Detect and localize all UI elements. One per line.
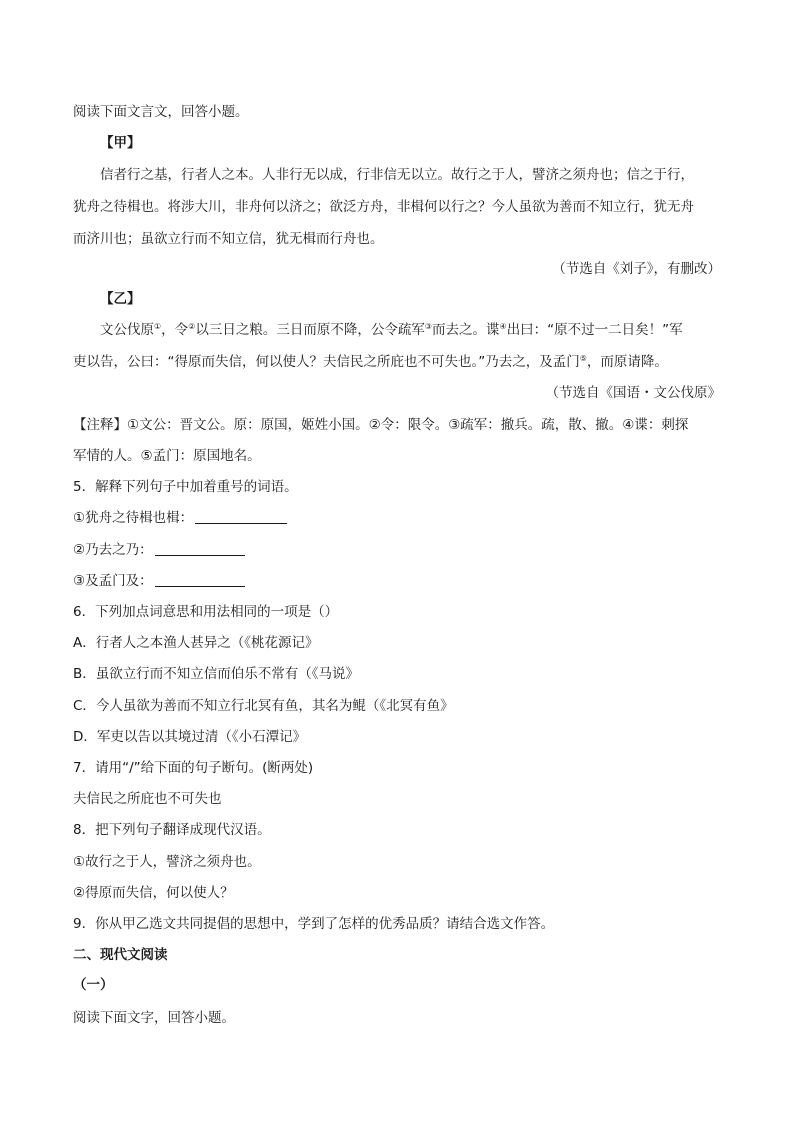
footnote-mark-2: ② <box>188 322 196 331</box>
answer-blank[interactable] <box>155 541 245 556</box>
reading-intro: 阅读下面文言文，回答小题。 <box>73 104 249 120</box>
yi-paragraph-line-1: 文公伐原①，令②以三日之粮。三日而原不降，公令疏军③而去之。谍④出曰：“原不过一二日矣！”军 <box>100 322 683 338</box>
question-9-stem: 9．你从甲乙选文共同提倡的思想中，学到了怎样的优秀品质？请结合选文作答。 <box>73 916 555 932</box>
jia-paragraph-line-3: 而济川也；虽欲立行而不知立信，犹无楫而行舟也。 <box>73 231 384 247</box>
question-8-item-1: ①故行之于人，譬济之须舟也。 <box>73 854 261 870</box>
footnote-mark-4: ④ <box>499 322 507 331</box>
section-2-intro: 阅读下面文字，回答小题。 <box>73 1010 235 1026</box>
question-7-sentence: 夫信民之所庇也不可失也 <box>73 791 222 807</box>
question-8-item-2: ②得原而失信，何以使人？ <box>73 885 234 901</box>
section-2-subtitle: （一） <box>73 977 114 993</box>
answer-blank[interactable] <box>155 572 245 587</box>
question-6-option-c: C．今人虽欲为善而不知立行北冥有鱼，其名为鲲（《北冥有鱼》 <box>73 698 454 714</box>
jia-source: （节选自《刘子》，有删改） <box>552 261 721 277</box>
question-7-stem: 7．请用“/”给下面的句子断句。(断两处) <box>73 760 314 776</box>
section-jia-heading: 【甲】 <box>100 135 141 151</box>
notes-line-2: 军情的人。⑤孟门：原国地名。 <box>73 448 261 464</box>
jia-paragraph-line-2: 犹舟之待楫也。将涉大川，非舟何以济之；欲泛方舟，非楫何以行之？今人虽欲为善而不知立行，犹无舟 <box>73 199 694 215</box>
question-5-item-3: ③及孟门及： <box>73 571 723 591</box>
footnote-mark-3: ③ <box>424 322 433 331</box>
notes-line-1: 【注释】①文公：晋文公。原：原国，姬姓小国。②令：限令。③疏军：撤兵。疏，散、撤。④谍：刺探 <box>73 417 689 433</box>
question-6-option-b: B．虽欲立行而不知立信而伯乐不常有（《马说》 <box>73 666 360 682</box>
question-6-option-d: D．军吏以告以其境过清（《小石潭记》 <box>73 729 307 745</box>
question-6-option-a: A．行者人之本渔人甚异之（《桃花源记》 <box>73 635 319 651</box>
yi-paragraph-line-2: 吏以告，公曰：“得原而失信，何以使人？夫信民之所庇也不可失也。”乃去之，及孟门⑤，而原请降。 <box>73 354 668 370</box>
footnote-mark-1: ① <box>154 322 162 331</box>
yi-source: （节选自《国语・文公伐原》 <box>545 385 721 401</box>
question-5-item-2: ②乃去之乃： <box>73 540 723 560</box>
answer-blank[interactable] <box>195 509 287 524</box>
section-yi-heading: 【乙】 <box>100 291 141 307</box>
question-5-item-1: ①犹舟之待楫也楫： <box>73 508 723 528</box>
jia-paragraph-line-1: 信者行之基，行者人之本。人非行无以成，行非信无以立。故行之于人，譬济之须舟也；信之于行， <box>100 167 694 183</box>
question-8-stem: 8．把下列句子翻译成现代汉语。 <box>73 822 271 838</box>
footnote-mark-5: ⑤ <box>579 354 587 363</box>
question-5-stem: 5．解释下列句子中加着重号的词语。 <box>73 479 298 495</box>
question-6-stem: 6．下列加点词意思和用法相同的一项是（） <box>73 604 339 620</box>
section-2-title: 二、现代文阅读 <box>73 947 168 963</box>
